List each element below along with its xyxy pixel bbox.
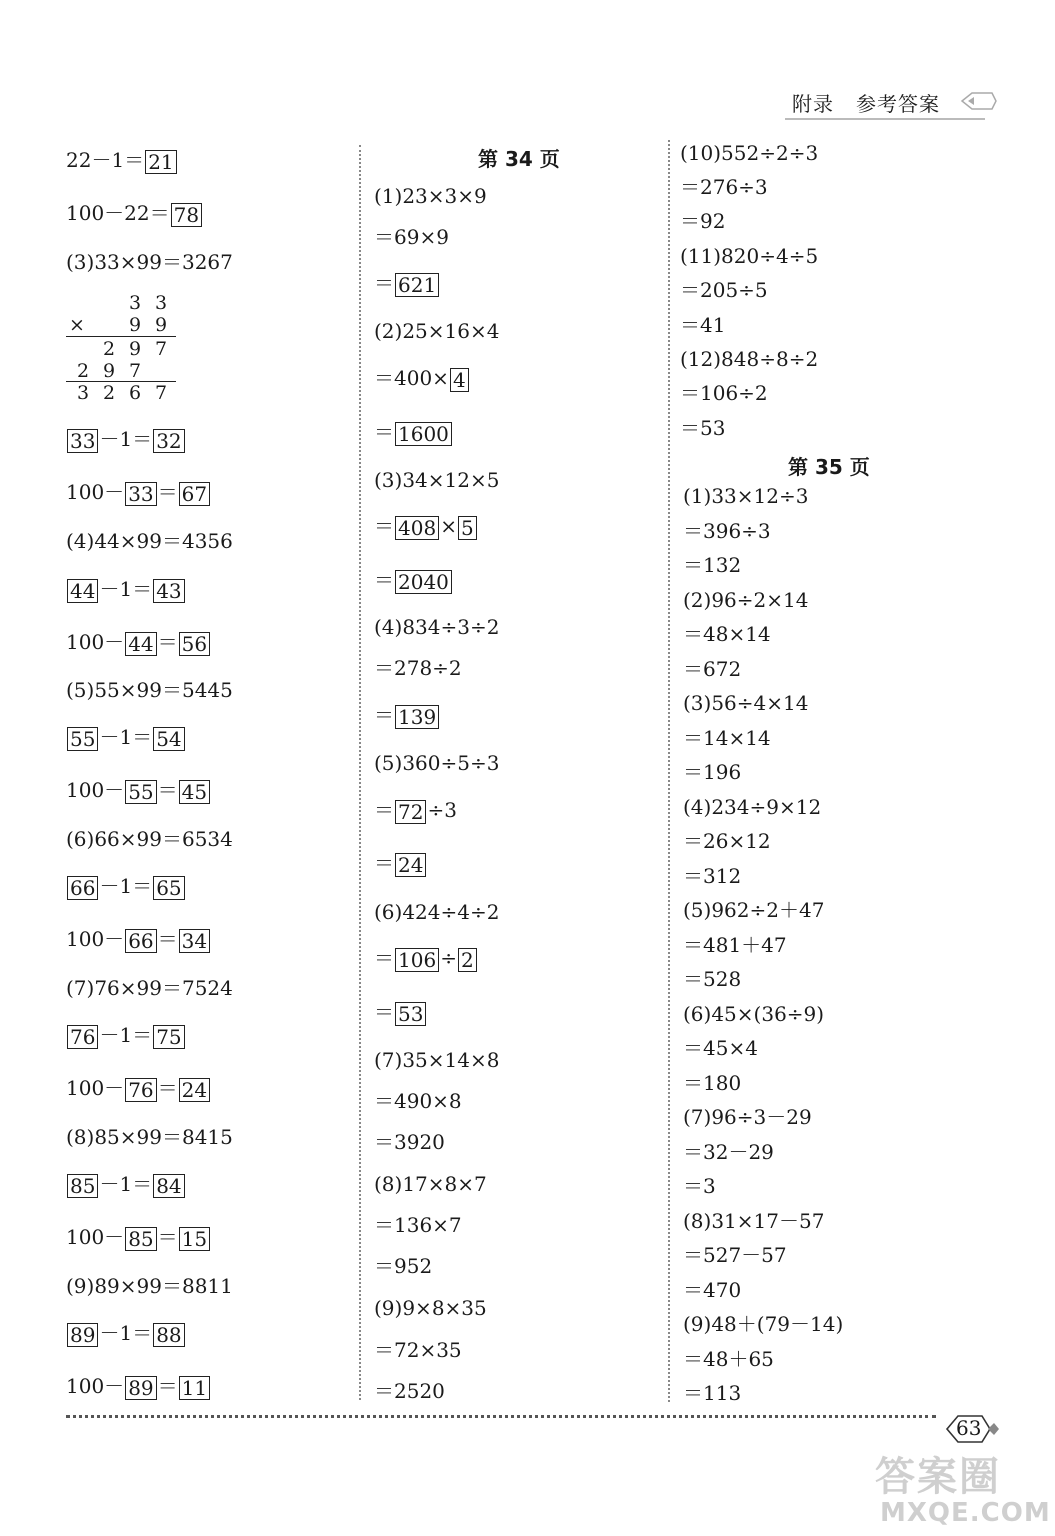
equation-line [374, 224, 449, 250]
equation-line [374, 183, 487, 209]
equation-line: (4)234÷9×12 [683, 794, 822, 819]
equation-part: ＝ [374, 514, 394, 538]
answer-box: 33 [67, 429, 98, 453]
equation-line [374, 270, 440, 297]
equation-text: (8)85×99＝8415 [66, 1125, 233, 1149]
equation-part: －1＝ [99, 1023, 153, 1047]
equation-line: (2)96÷2×14 [683, 587, 809, 612]
answer-box: 72 [395, 800, 426, 824]
equation-part: －1＝ [99, 1172, 153, 1196]
equation-line [374, 1337, 462, 1363]
answer-box: 34 [179, 929, 210, 953]
equation-line: ＝3 [683, 1174, 716, 1198]
equation-part: －1＝ [99, 874, 153, 898]
equation-part: ＝ [157, 1374, 178, 1398]
equation-line [66, 249, 233, 275]
equation-part: ＝ [374, 568, 394, 592]
equation-line [66, 873, 186, 900]
equation-line [66, 1224, 211, 1251]
equation-line: ＝180 [683, 1070, 742, 1095]
answer-box: 1600 [395, 422, 452, 446]
equation-line [374, 1212, 462, 1238]
equation-part: ＝ [374, 798, 394, 822]
column-divider [359, 145, 361, 1400]
equation-text: (8)17×8×7 [374, 1172, 487, 1196]
page-35-heading: 第 35 页 [788, 455, 870, 479]
column-divider [668, 140, 670, 1402]
equation-line [66, 528, 233, 554]
equation-line [374, 850, 427, 877]
answer-box: 33 [125, 482, 156, 506]
equation-line [66, 1273, 233, 1299]
equation-line [374, 567, 453, 594]
answer-box: 76 [125, 1078, 156, 1102]
header-title: 参考答案 [856, 92, 940, 116]
answer-box: 24 [179, 1078, 210, 1102]
equation-line: (10)552÷2÷3 [680, 141, 819, 165]
vm-digit: 9 [154, 314, 168, 336]
answer-box: 11 [179, 1376, 210, 1400]
equation-text: (6)424÷4÷2 [374, 900, 500, 924]
equation-line: ＝276÷3 [680, 175, 768, 199]
equation-text: (3)33×99＝3267 [66, 250, 233, 274]
equation-part: 100－ [66, 1374, 125, 1398]
equation-line: ＝205÷5 [680, 278, 768, 302]
answer-box: 44 [125, 632, 156, 656]
equation-text: (4)44×99＝4356 [66, 529, 233, 553]
equation-text: (9)9×8×35 [374, 1296, 487, 1320]
equation-part: －1＝ [99, 1321, 153, 1345]
equation-line [374, 513, 478, 540]
equation-part: 100－ [66, 778, 125, 802]
equation-text: ＝69×9 [374, 225, 449, 249]
equation-line [374, 1171, 487, 1197]
footer-dotted-rule [66, 1415, 936, 1418]
equation-line: (8)31×17－57 [683, 1208, 825, 1233]
header-arrow-icon [958, 86, 998, 116]
vertical-multiplication [66, 292, 186, 404]
equation-line [374, 945, 478, 972]
vm-times-sign: × [69, 314, 85, 336]
answer-box: 76 [67, 1025, 98, 1049]
answer-box: 15 [179, 1227, 210, 1251]
equation-text: ＝3920 [374, 1130, 445, 1154]
answer-box: 44 [67, 579, 98, 603]
answer-box: 55 [125, 780, 156, 804]
equation-line [374, 467, 499, 493]
equation-part: ＝ [157, 480, 178, 504]
equation-line: ＝481＋47 [683, 932, 787, 957]
equation-line [66, 1171, 186, 1198]
equation-line [374, 419, 453, 446]
answer-box: 67 [179, 482, 210, 506]
equation-text: ＝490×8 [374, 1089, 462, 1113]
equation-part: ＝ [157, 630, 178, 654]
equation-text: (4)834÷3÷2 [374, 615, 500, 639]
header-section: 附录 [792, 92, 834, 116]
equation-line [374, 1129, 445, 1155]
equation-line [374, 1088, 462, 1114]
answer-box: 78 [171, 203, 202, 227]
vm-digit: 3 [128, 292, 142, 314]
equation-line [374, 999, 427, 1026]
answer-box: 66 [67, 876, 98, 900]
equation-line: ＝32－29 [683, 1139, 774, 1164]
answer-box: 65 [153, 876, 184, 900]
answer-box: 89 [125, 1376, 156, 1400]
equation-line [66, 1022, 186, 1049]
equation-text: (2)25×16×4 [374, 319, 500, 343]
equation-text: (9)89×99＝8811 [66, 1274, 233, 1298]
equation-line [66, 479, 211, 506]
equation-line: (9)48＋(79－14) [683, 1312, 844, 1336]
equation-line [66, 629, 211, 656]
equation-part: ÷3 [427, 798, 457, 822]
answer-box: 45 [179, 780, 210, 804]
answer-box: 75 [153, 1025, 184, 1049]
equation-line [66, 1320, 186, 1347]
equation-line: ＝26×12 [683, 829, 771, 853]
equation-line [66, 826, 233, 852]
page-header [792, 88, 940, 117]
equation-line [374, 899, 499, 925]
equation-text: ＝136×7 [374, 1213, 462, 1237]
equation-line [66, 576, 186, 603]
equation-line: ＝92 [680, 209, 726, 233]
equation-part: ＝ [374, 946, 394, 970]
equation-line: ＝672 [683, 656, 742, 681]
equation-line [374, 1295, 487, 1321]
vm-digit: 3 [76, 382, 90, 404]
answer-box: 4 [450, 368, 469, 392]
equation-part: ＝ [157, 927, 178, 951]
equation-line [66, 926, 211, 953]
answer-box: 621 [395, 273, 439, 297]
equation-line: (12)848÷8÷2 [680, 347, 819, 371]
equation-line [374, 365, 470, 392]
vm-digit: 7 [154, 338, 168, 360]
answer-box: 84 [153, 1174, 184, 1198]
answer-box: 139 [395, 705, 439, 729]
equation-part: ＝ [374, 703, 394, 727]
equation-part: ＝400× [374, 366, 449, 390]
equation-line: ＝41 [680, 313, 726, 337]
equation-part: 100－ [66, 1076, 125, 1100]
equation-part: ÷ [440, 946, 457, 970]
equation-part: × [440, 514, 457, 538]
equation-line [66, 147, 178, 174]
answer-box: 24 [395, 853, 426, 877]
equation-part: ＝ [374, 271, 394, 295]
equation-part: 100－ [66, 480, 125, 504]
vm-digit: 2 [102, 338, 116, 360]
equation-line [66, 975, 233, 1001]
equation-line: ＝48＋65 [683, 1346, 774, 1371]
vm-digit: 9 [128, 338, 142, 360]
equation-text: (1)23×3×9 [374, 184, 487, 208]
equation-line: (6)45×(36÷9) [683, 1001, 825, 1026]
equation-part: ＝ [157, 1225, 178, 1249]
vm-digit: 7 [128, 360, 142, 382]
equation-part: 22－1＝ [66, 148, 145, 172]
equation-line [374, 614, 499, 640]
answer-box: 85 [125, 1227, 156, 1251]
answer-box: 106 [395, 948, 439, 972]
answer-box: 66 [125, 929, 156, 953]
answer-box: 2040 [395, 570, 452, 594]
vm-digit: 7 [154, 382, 168, 404]
answer-box: 55 [67, 727, 98, 751]
vm-digit: 2 [76, 360, 90, 382]
equation-line [66, 724, 186, 751]
answer-box: 89 [67, 1323, 98, 1347]
equation-part: 100－ [66, 630, 125, 654]
equation-text: ＝2520 [374, 1379, 445, 1403]
equation-line: ＝527－57 [683, 1243, 787, 1267]
equation-text: (7)76×99＝7524 [66, 976, 233, 1000]
equation-part: ＝ [157, 778, 178, 802]
header-rule [785, 118, 985, 120]
equation-text: (5)55×99＝5445 [66, 678, 233, 702]
answer-box: 56 [179, 632, 210, 656]
equation-line: ＝528 [683, 967, 742, 991]
watermark-logo: 答案圈 [875, 1454, 1001, 1500]
equation-line: (3)56÷4×14 [683, 691, 809, 715]
equation-line [374, 750, 499, 776]
equation-line: ＝48×14 [683, 622, 771, 646]
equation-line [374, 655, 462, 681]
page-number-badge [944, 1412, 1000, 1446]
answer-box: 53 [395, 1002, 426, 1026]
equation-line: ＝470 [683, 1277, 742, 1302]
answer-box: 88 [153, 1323, 184, 1347]
watermark-url: MXQE.COM [880, 1498, 1051, 1528]
equation-line: (11)820÷4÷5 [680, 244, 819, 268]
answer-box: 408 [395, 516, 439, 540]
equation-line: (5)962÷2＋47 [683, 898, 825, 922]
equation-text: (6)66×99＝6534 [66, 827, 233, 851]
equation-part: ＝ [157, 1076, 178, 1100]
equation-part: ＝ [374, 420, 394, 444]
equation-line: (7)96÷3－29 [683, 1105, 812, 1129]
answer-box: 2 [458, 948, 477, 972]
equation-line: ＝113 [683, 1381, 742, 1405]
equation-line [66, 1075, 211, 1102]
answer-box: 32 [153, 429, 184, 453]
equation-line: ＝132 [683, 553, 742, 577]
equation-line [374, 702, 440, 729]
equation-text: (5)360÷5÷3 [374, 751, 500, 775]
equation-text: (7)35×14×8 [374, 1048, 500, 1072]
equation-line: ＝45×4 [683, 1036, 758, 1060]
equation-part: ＝ [374, 851, 394, 875]
equation-part: 100－ [66, 1225, 125, 1249]
equation-part: －1＝ [99, 577, 153, 601]
equation-line: ＝196 [683, 760, 742, 784]
equation-line: ＝14×14 [683, 725, 771, 750]
vm-rule [66, 336, 176, 337]
equation-line: ＝396÷3 [683, 518, 771, 543]
equation-line: (1)33×12÷3 [683, 484, 809, 508]
equation-line [374, 797, 457, 824]
equation-line [374, 1253, 432, 1279]
equation-line: ＝106÷2 [680, 381, 768, 405]
equation-line [66, 1124, 233, 1150]
equation-line: ＝53 [680, 416, 726, 440]
vm-digit: 9 [128, 314, 142, 336]
page-34-heading: 第 34 页 [478, 147, 560, 171]
answer-box: 43 [153, 579, 184, 603]
equation-line [66, 1373, 211, 1400]
equation-line [66, 677, 233, 703]
page-number: 63 [956, 1416, 982, 1440]
answer-box: 54 [153, 727, 184, 751]
equation-text: ＝952 [374, 1254, 433, 1278]
equation-part: 100－22＝ [66, 201, 170, 225]
vm-digit: 9 [102, 360, 116, 382]
equation-line [374, 318, 499, 344]
equation-part: ＝ [374, 1000, 394, 1024]
vm-digit: 3 [154, 292, 168, 314]
answer-box: 21 [145, 150, 176, 174]
equation-part: －1＝ [99, 725, 153, 749]
equation-line [374, 1378, 445, 1404]
equation-line [66, 200, 203, 227]
equation-text: ＝72×35 [374, 1338, 462, 1362]
equation-part: 100－ [66, 927, 125, 951]
equation-text: (3)34×12×5 [374, 468, 500, 492]
equation-line [66, 426, 186, 453]
equation-line: ＝312 [683, 863, 742, 888]
answer-box: 85 [67, 1174, 98, 1198]
equation-line [374, 1047, 499, 1073]
equation-part: －1＝ [99, 427, 153, 451]
vm-digit: 6 [128, 382, 142, 404]
vm-digit: 2 [102, 382, 116, 404]
equation-line [66, 777, 211, 804]
equation-text: ＝278÷2 [374, 656, 462, 680]
answer-box: 5 [458, 516, 477, 540]
